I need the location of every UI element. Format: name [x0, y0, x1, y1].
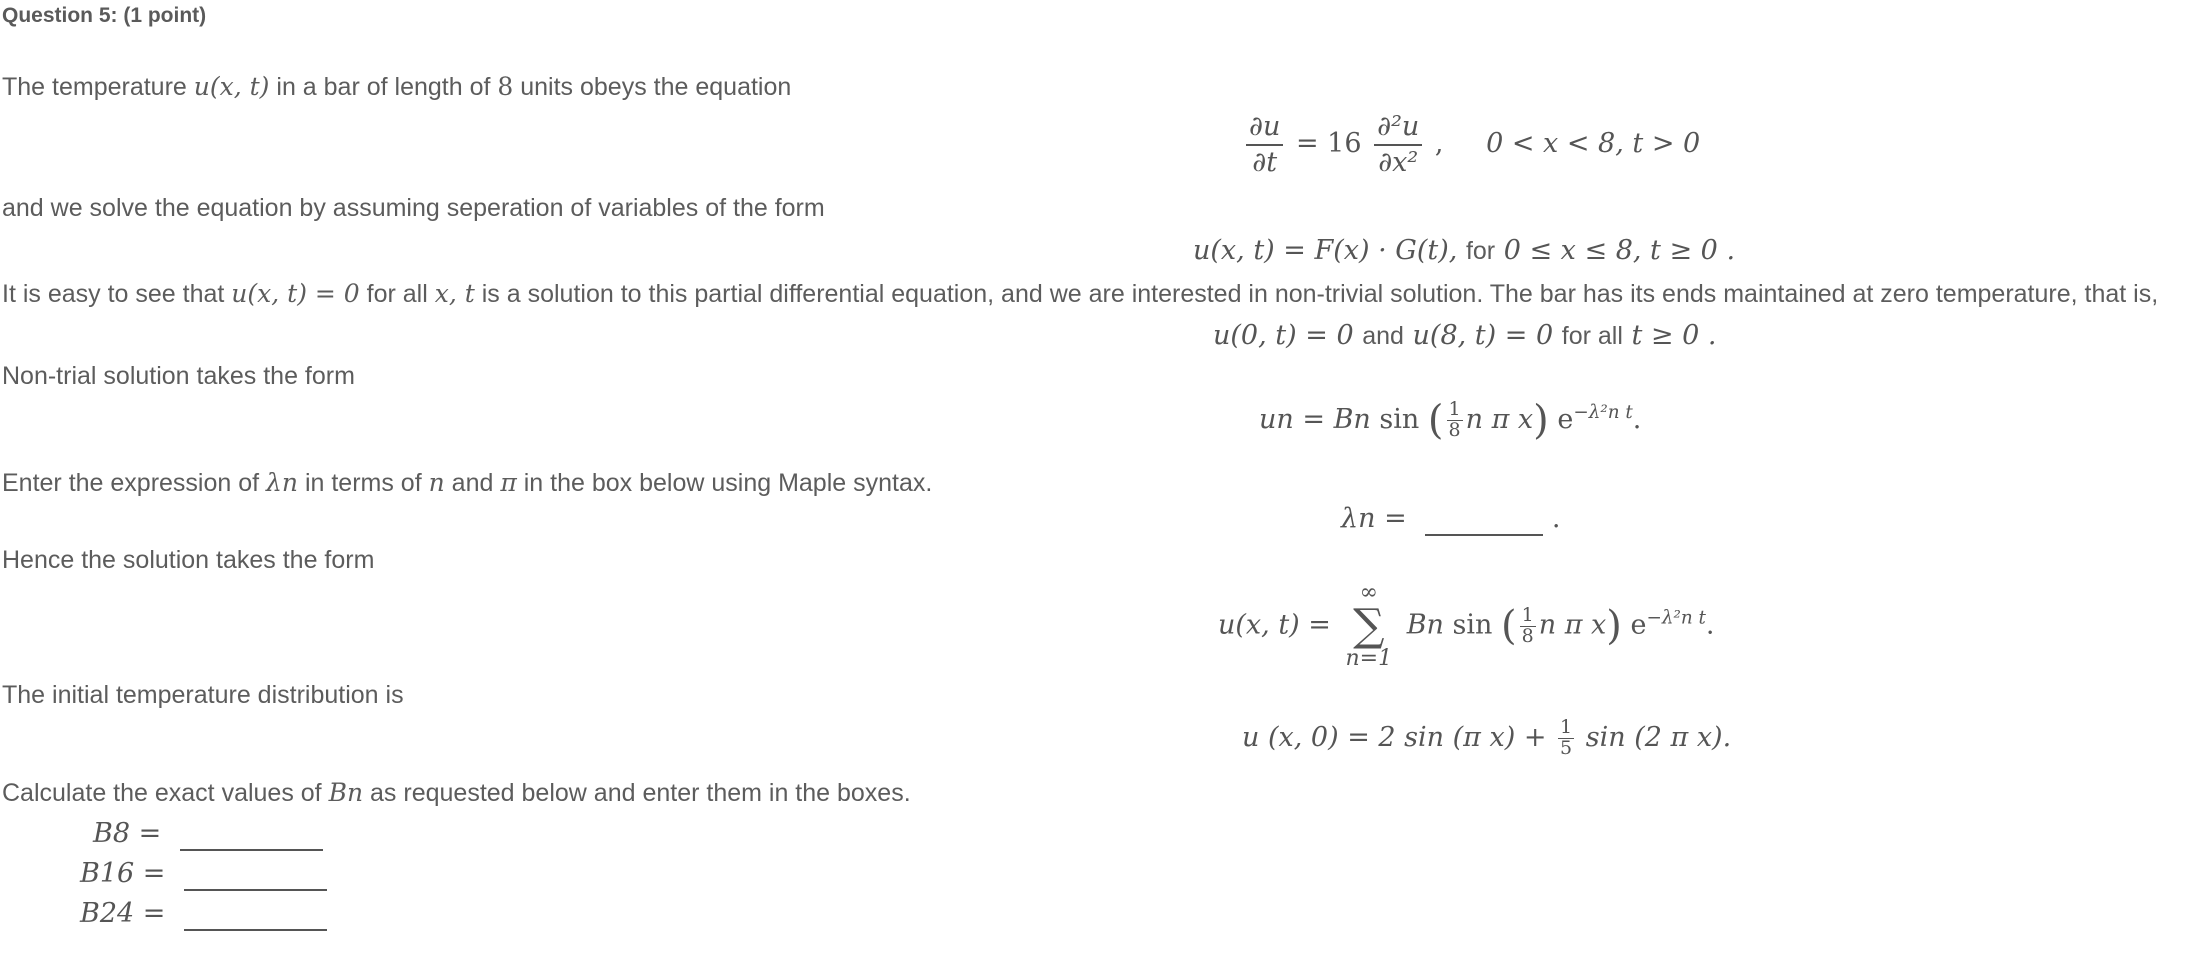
lambda-and: and	[451, 469, 494, 497]
init-frac-num: 1	[1560, 716, 1573, 738]
pde-domain: 0 < x < 8, t > 0	[1486, 128, 1701, 160]
trivial-text-c: is a solution to this partial differential equation, and we are interested in non-trivial solution. The bar has its ends maintained at zero temperature, that is,	[481, 280, 2159, 308]
un-frac-num: 1	[1448, 398, 1461, 420]
lambda-answer-dot: .	[1551, 503, 1561, 534]
lambda-text-b: in terms of	[304, 469, 422, 497]
initial-equation	[1242, 718, 1731, 759]
trivial-vars: x, t	[434, 279, 475, 308]
trivial-text-b: for all	[366, 280, 428, 308]
lambda-text-a: Enter the expression of	[2, 469, 260, 497]
un-equation: un = Bn sin ( $\frac{1}{8}$ n π x) $e^{-\lambda^2n t}$.	[1259, 397, 1642, 444]
b24-answer-row	[80, 898, 327, 931]
init-rhs: sin (2 π x).	[1585, 721, 1732, 753]
un-lhs: un =	[1259, 403, 1325, 435]
sum-upper-limit: ∞	[1359, 580, 1378, 605]
b16-answer-row	[80, 858, 327, 891]
paragraph-solution: Hence the solution takes the form	[2, 546, 375, 574]
paragraph-separation: and we solve the equation by assuming seperation of variables of the form	[2, 194, 825, 222]
pde-lhs-den: ∂t	[1252, 146, 1278, 178]
sum-arg: n π x	[1538, 609, 1607, 641]
b24-answer-input[interactable]	[184, 907, 327, 931]
lambda-symbol: λn	[266, 468, 298, 497]
b8-answer-row	[93, 818, 323, 851]
sum-frac-num: 1	[1521, 603, 1534, 626]
question-header: Question 5: (1 point)	[2, 4, 207, 27]
intro-length: 8	[497, 72, 514, 101]
lambda-n: n	[428, 468, 445, 497]
lambda-answer-input[interactable]	[1425, 512, 1543, 536]
un-sin: sin	[1379, 403, 1420, 435]
b8-label: B8 =	[93, 818, 162, 849]
pde-equation	[1242, 112, 1700, 177]
sum-exp-base: e	[1630, 609, 1647, 641]
intro-var-u: u(x, t)	[193, 72, 270, 101]
un-exponent: −λ²n t	[1573, 401, 1633, 423]
bc-and: and	[1362, 322, 1404, 350]
sum-sigma: ∑	[1353, 600, 1385, 651]
lambda-answer-row	[1341, 503, 1561, 536]
paragraph-trivial	[2, 279, 2158, 309]
sep-for: for	[1465, 237, 1496, 265]
paragraph-calculate	[2, 778, 911, 808]
sum-lower-limit: n=1	[1345, 646, 1393, 671]
sum-dot: .	[1705, 609, 1715, 641]
paragraph-lambda	[2, 468, 932, 498]
pde-comma: ,	[1434, 128, 1444, 160]
b8-answer-input[interactable]	[180, 827, 323, 851]
trivial-text-a: It is easy to see that	[2, 280, 225, 308]
paragraph-nontrivial: Non-trial solution takes the form	[2, 362, 355, 390]
paragraph-initial: The initial temperature distribution is	[2, 681, 404, 709]
paragraph-intro	[2, 72, 791, 102]
intro-text-a: The temperature	[2, 73, 187, 101]
lambda-answer-label: λn =	[1341, 503, 1407, 534]
un-dot: .	[1632, 403, 1642, 435]
calc-text-a: Calculate the exact values of	[2, 779, 322, 807]
intro-text-c: units obeys the equation	[520, 73, 792, 101]
sum-sin: sin	[1452, 609, 1493, 641]
intro-text-b: in a bar of length of	[276, 73, 491, 101]
un-exp-base: e	[1557, 403, 1574, 435]
pde-rhs-num: ∂²u	[1374, 112, 1422, 146]
trivial-eq: u(x, t) = 0	[231, 279, 360, 308]
boundary-conditions	[1213, 320, 1716, 351]
bc-right: u(8, t) = 0	[1412, 320, 1554, 351]
init-frac-den: 5	[1560, 736, 1573, 759]
sum-lhs: u(x, t) =	[1218, 609, 1331, 641]
sum-exponent: −λ²n t	[1646, 607, 1706, 629]
pde-equals: = 16	[1295, 128, 1362, 160]
un-arg: n π x	[1465, 403, 1534, 435]
separation-equation	[1193, 235, 1735, 266]
pde-rhs-den: ∂x²	[1378, 146, 1419, 178]
bc-left: u(0, t) = 0	[1213, 320, 1354, 351]
bc-t: t ≥ 0 .	[1631, 320, 1717, 351]
b24-label: B24 =	[80, 898, 166, 929]
init-lhs: u (x, 0) = 2 sin (π x) +	[1242, 721, 1547, 753]
lambda-text-c: in the box below using Maple syntax.	[523, 469, 933, 497]
calc-text-b: as requested below and enter them in the boxes.	[370, 779, 911, 807]
series-equation: u(x, t) = ∞ ∑ n=1 Bn sin ( $\frac{1}{8}$ n π x) $e^{-\lambda^2n t}$.	[1218, 580, 1715, 671]
calc-B: Bn	[328, 778, 364, 807]
sum-frac-den: 8	[1521, 624, 1534, 647]
un-frac-den: 8	[1448, 418, 1461, 441]
b16-label: B16 =	[80, 858, 166, 889]
sep-domain: 0 ≤ x ≤ 8, t ≥ 0 .	[1503, 235, 1736, 266]
sum-B: Bn	[1406, 609, 1444, 641]
un-B: Bn	[1333, 403, 1371, 435]
lambda-pi: π	[500, 468, 517, 497]
bc-forall: for all	[1561, 322, 1623, 350]
b16-answer-input[interactable]	[184, 867, 327, 891]
pde-lhs-num: ∂u	[1246, 112, 1283, 146]
sep-lhs: u(x, t) = F(x) · G(t),	[1193, 235, 1458, 266]
